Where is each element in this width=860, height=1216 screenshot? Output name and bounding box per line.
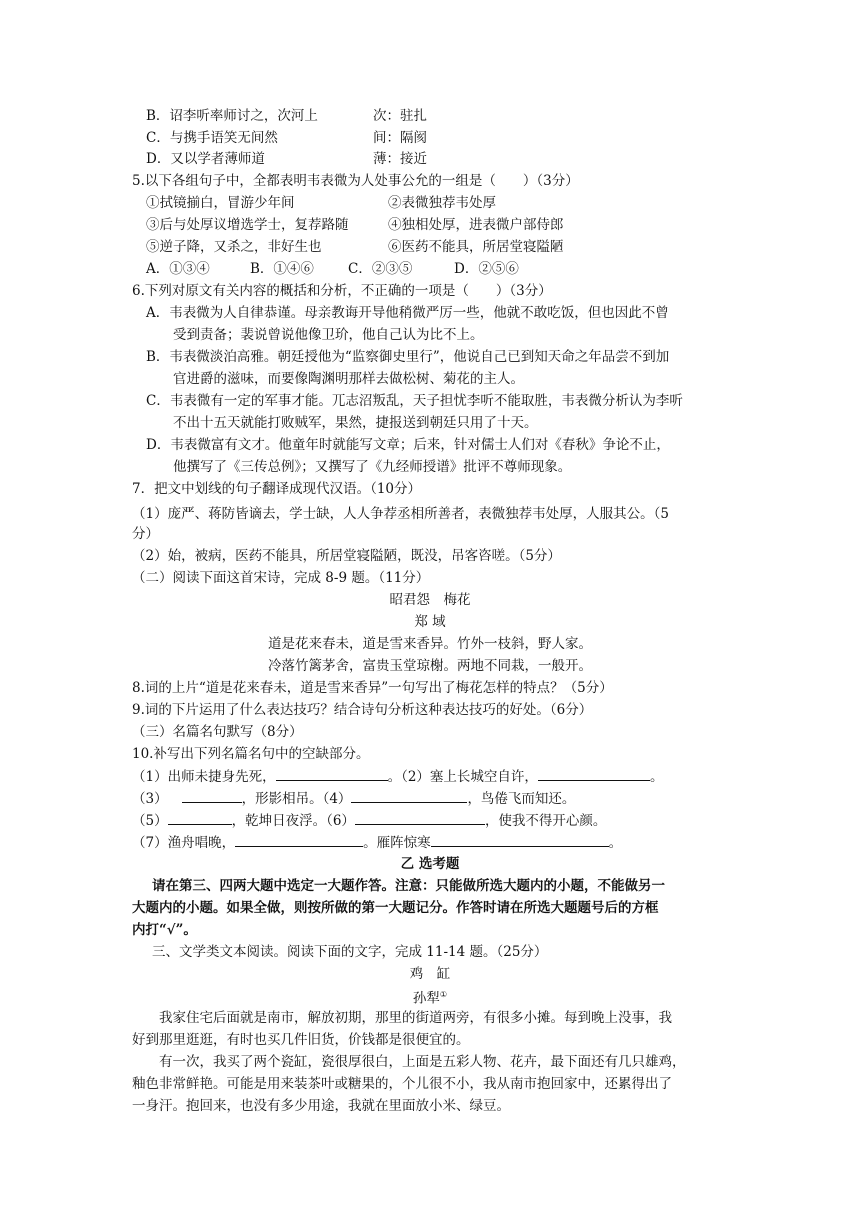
fill-row (132, 788, 575, 809)
q6-option-c: C．韦表微有一定的军事才能。兀志沼叛乱，天子担忧李听不能取胜，韦表微分析认为李听 (146, 393, 683, 409)
story-title: 鸡 缸 (409, 966, 451, 982)
instruction-line: 内打“√”。 (132, 922, 197, 938)
paragraph-line: 釉色非常鲜艳。可能是用来装茶叶或糖果的，个儿很不小，我从南市抱回家中，还累得出了 (132, 1076, 672, 1092)
q5-item: ①拭镜揃白，冒游少年间 (146, 195, 295, 211)
q8-stem: 8.词的上片“道是花来春未，道是雪来香异”一句写出了梅花怎样的特点？（5分） (132, 680, 613, 696)
q7-sentence-2: （2）始，被病，医药不能具，所居堂寝隘陋，既没，吊客咨嗟。（5分） (132, 548, 561, 564)
q7-stem: 7．把文中划线的句子翻译成现代汉语。（10分） (132, 481, 422, 497)
q5-stem: 5.以下各组句子中，全都表明韦表微为人处事公允的一组是（ ）（3分） (132, 173, 579, 189)
q6-option-b-cont: 官进爵的滋味，而要像陶渊明那样去做松树、菊花的主人。 (173, 371, 524, 387)
answer-blank[interactable] (538, 766, 650, 781)
fill-text: （7）渔舟唱晚， (132, 835, 236, 851)
fill-text: 。 (649, 769, 664, 785)
paragraph-line: 有一次，我买了两个瓷缸，瓷很厚很白，上面是五彩人物、花卉，最下面还有几只雄鸡， (159, 1054, 686, 1070)
fill-row (132, 810, 606, 831)
footnote-mark: ① (439, 990, 448, 999)
q5-item: ⑥医药不能具，所居堂寝隘陋 (388, 239, 564, 255)
q4-option-d-gloss: 薄：接近 (373, 151, 427, 167)
q5-item: ③后与处厚议增选学士，复荐路随 (146, 217, 349, 233)
answer-blank[interactable] (351, 788, 467, 803)
q5-choice-c: C．②③⑤ (348, 261, 413, 277)
q5-item: ④独相处厚，进表微户部侍郎 (388, 217, 564, 233)
section-3-heading: （三）名篇名句默写（8分） (132, 724, 303, 740)
q5-choice-b: B．①④⑥ (250, 261, 314, 277)
paragraph-line: 一身汗。抱回来，也没有多少用途，我就在里面放小米、绿豆。 (132, 1098, 510, 1114)
paragraph-line: 我家住宅后面就是南市，解放初期，那里的街道两旁，有很多小摊。每到晚上没事，我 (159, 1010, 672, 1026)
instruction-line: 大题内的小题。如果全做，则按所做的第一大题记分。作答时请在所选大题题号后的方框 (132, 900, 659, 916)
answer-blank[interactable] (168, 810, 232, 825)
q10-stem: 10.补写出下列名篇名句中的空缺部分。 (132, 746, 370, 762)
story-author (0, 985, 860, 1009)
q6-option-a: A．韦表微为人自律恭谨。母亲教诲开导他稍微严厉一些，他就不敢吃饭，但也因此不曾 (146, 305, 669, 321)
q7-sentence-1-cont: 分） (132, 526, 159, 542)
instruction-line: 请在第三、四两大题中选定一大题作答。注意：只能做所选大题内的小题，不能做另一 (152, 878, 665, 894)
fill-text: （3） (132, 791, 168, 807)
section-2-heading: （二）阅读下面这首宋诗，完成 8-9 题。（11分） (132, 570, 430, 586)
q4-option-d: D．又以学者薄师道 (146, 151, 265, 167)
answer-blank[interactable] (355, 810, 485, 825)
answer-blank[interactable] (235, 832, 363, 847)
q6-option-d-cont: 他撰写了《三传总例》；又撰写了《九经师授谱》批评不尊师现象。 (173, 459, 572, 475)
fill-text: ，形影相吊。（4） (241, 791, 352, 807)
q6-option-d: D．韦表微富有文才。他童年时就能写文章；后来，针对儒士人们对《春秋》争论不止， (146, 437, 670, 453)
fill-text: 。（2）塞上长城空自许， (387, 769, 538, 785)
q5-item: ⑤逆子降，又杀之，非好生也 (146, 239, 322, 255)
section-heading: 三、文学类文本阅读。阅读下面的文字，完成 11-14 题。（25分） (152, 944, 548, 960)
fill-text: ，鸟倦飞而知还。 (467, 791, 576, 807)
fill-text: （1）出师未捷身先死， (132, 769, 276, 785)
fill-text: （5） (132, 813, 168, 829)
q9-stem: 9.词的下片运用了什么表达技巧？结合诗句分析这种表达技巧的好处。（6分） (132, 702, 593, 718)
q5-choice-d: D．②⑤⑥ (454, 261, 519, 277)
q7-sentence-1: （1）庞严、蒋防皆谪去，学士缺，人人争荐丞相所善者，表微独荐韦处厚，人服其公。（5 (132, 506, 669, 522)
q4-option-c-gloss: 间：隔阂 (373, 130, 427, 146)
poem-title: 昭君怨 梅花 (389, 592, 471, 608)
poem-line: 冷落竹篱茅舍，富贵玉堂琼榭。两地不同栽，一般开。 (268, 658, 592, 674)
optional-heading: 乙 选考题 (400, 856, 460, 872)
q5-choice-a: A．①③④ (146, 261, 210, 277)
q6-stem: 6.下列对原文有关内容的概括和分析，不正确的一项是（ ）（3分） (132, 283, 552, 299)
answer-blank[interactable] (431, 832, 609, 847)
answer-blank[interactable] (182, 788, 242, 803)
paragraph-line: 好到那里逛逛，有时也买几件旧货，价钱都是很便宜的。 (132, 1032, 470, 1048)
q5-item: ②表微独荐韦处厚 (388, 195, 496, 211)
author-name: 孙犁 (412, 990, 440, 1007)
q6-option-a-cont: 受到责备；裴说曾说他像卫玠，他自己认为比不上。 (173, 327, 484, 343)
answer-blank[interactable] (276, 766, 388, 781)
fill-text: ，乾坤日夜浮。（6） (231, 813, 355, 829)
poem-author: 郑 域 (414, 614, 446, 630)
poem-line: 道是花来春未，道是雪来香异。竹外一枝斜，野人家。 (268, 636, 592, 652)
fill-text: 。雁阵惊寒 (363, 835, 431, 851)
q6-option-b: B．韦表微淡泊高雅。朝廷授他为“监察御史里行”，他说自己已到知天命之年品尝不到加 (146, 349, 670, 365)
q4-option-b: B．诏李听率师讨之，次河上 (146, 108, 318, 124)
fill-row (132, 766, 663, 787)
q4-option-b-gloss: 次：驻扎 (373, 108, 427, 124)
fill-text: 。 (608, 835, 623, 851)
fill-text: ，使我不得开心颜。 (484, 813, 607, 829)
fill-row (132, 832, 622, 853)
q4-option-c: C．与携手语笑无间然 (146, 130, 278, 146)
q6-option-c-cont: 不出十五天就能打败贼军，果然，捷报送到朝廷只用了十天。 (173, 415, 538, 431)
